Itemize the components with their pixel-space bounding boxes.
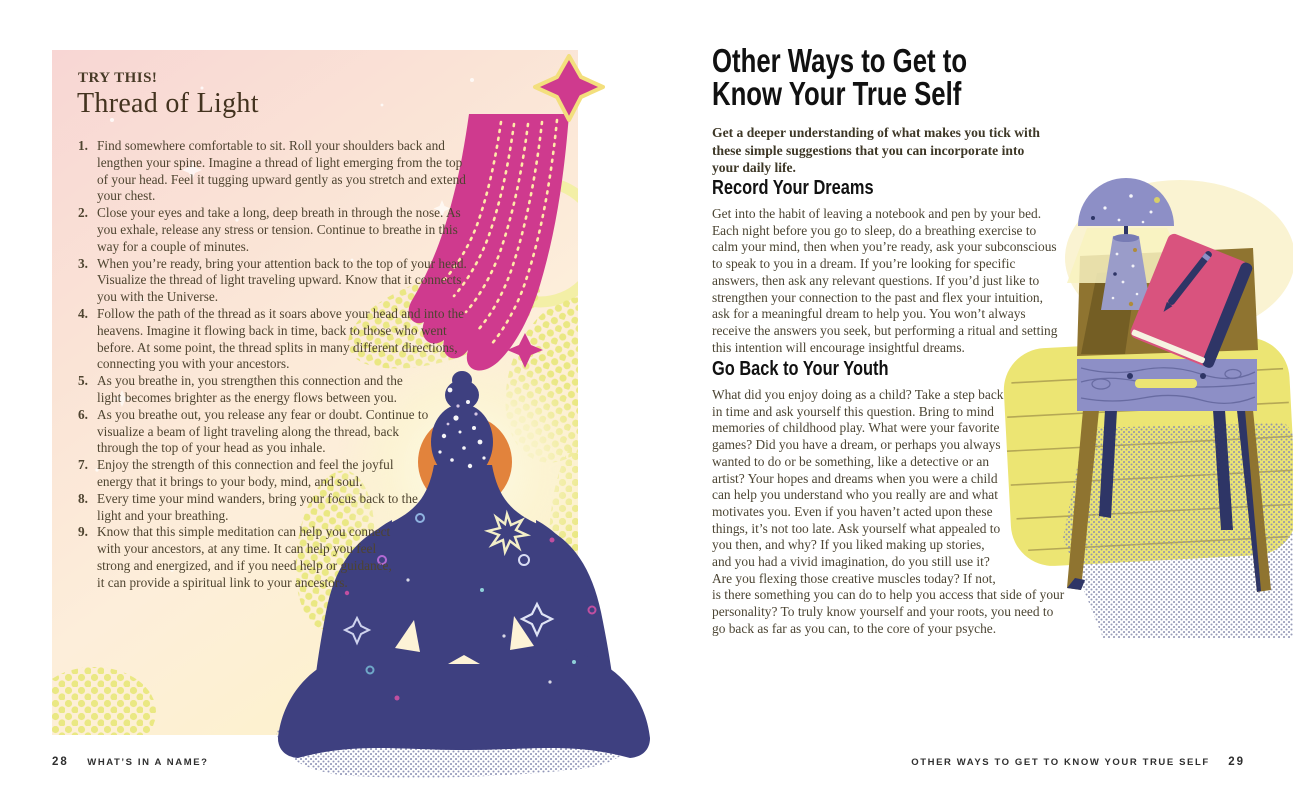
left-page-footer [52,752,209,770]
page-title-right [712,44,967,110]
step-item: Enjoy the strength of this connection and feel the joyful energy that it brings to your body, mind, and soul. [97,457,394,489]
step-item: Find somewhere comfortable to sit. Roll your shoulders back and lengthen your spine. Imagine a thread of light emerging from the top of your head. Feel it tugging upward gently as you stretch and extend your chest. [97,138,466,204]
section-body-go-back-to-your-youth [712,387,1066,638]
page-number-left: 28 [52,756,69,768]
kicker: TRY THIS! [78,70,158,86]
page-number-right: 29 [1228,756,1245,768]
step-item: Know that this simple meditation can help you connect with your ancestors, at any time. It can help you feel strong and energized, and if you need help or guidance, it can provide a spiritual link to your ancestors. [97,524,392,590]
page-title-left: Thread of Light [77,88,259,119]
step-item: Follow the path of the thread as it soars above your head and into the heavens. Imagine it flowing back in time, back to those who went before. At some point, the thread splits in many different directions, connecting you with your ancestors. [97,305,465,372]
paragraph-text: What did you enjoy doing as a child? Take a step back in time and ask yourself this question. Bring to mind memories of childhood play. What were your favorite games? Did you have a dream, or perhaps you always wanted to do or be something, like a detective or an artist? Your hopes and dreams when you were a child can help you understand who you really are and what motivates you. Even if you haven’t acted upon these things, it’s not too late. Ask yourself what appealed to you then, and why? If you liked making up stories, and you had a vivid imagination, do you still use it? Are you flexing those creative muscles today? If not, is there something you can do to help you access that side of your personality? To truly know yourself and your roots, you need to go back as far as you can, to the core of your psyche. [712,387,1065,636]
illustration-wrap-spacer [1006,387,1066,575]
title-line1: Other Ways to Get to [712,42,968,79]
chapter-label-left: WHAT’S IN A NAME? [87,757,209,768]
step-item: When you’re ready, bring your attention back to the top of your head. Visualize the thread of light traveling upward. Know that it connects you with the Universe. [97,255,467,305]
right-page-footer [911,752,1245,770]
drawer-handle [1135,379,1197,388]
step-item: Close your eyes and take a long, deep breath in through the nose. As you exhale, release any stress or tension. Continue to breathe in this way for a couple of minutes. [97,205,461,254]
section-body-record-your-dreams [712,206,1064,356]
steps-list [78,138,471,592]
step-item: As you breathe in, you strengthen this connection and the light becomes brighter as the energy flows between you. [97,373,403,405]
left-page [52,50,578,735]
intro-paragraph: Get a deeper understanding of what makes you tick with these simple suggestions that you can incorporate into your daily life. [712,125,1040,176]
paragraph-text: Get into the habit of leaving a notebook and pen by your bed. Each night before you go to sleep, do a breathing exercise to calm your mind, then when you’re ready, ask your subconscious to speak to you in a dream. If you’re looking for specific answers, then ask any relevant questions. If you’d just like to strengthen your connection to the past and flex your intuition, ask for a meaningful dream to help you. You won’t always receive the answers you seek, but performing a ritual and setting this intention will encourage insightful dreams. [712,206,1058,355]
step-item: Every time your mind wanders, bring your focus back to the light and your breathing. [97,490,418,523]
step-item: As you breathe out, you release any fear or doubt. Continue to visualize a beam of light traveling along the thread, back through the top of your head as you inhale. [97,406,429,456]
title-line2: Know Your True Self [712,75,962,112]
section-heading-record-your-dreams: Record Your Dreams [712,177,874,199]
chapter-label-right: OTHER WAYS TO GET TO KNOW YOUR TRUE SELF [911,757,1210,768]
section-heading-go-back-to-your-youth: Go Back to Your Youth [712,358,889,380]
